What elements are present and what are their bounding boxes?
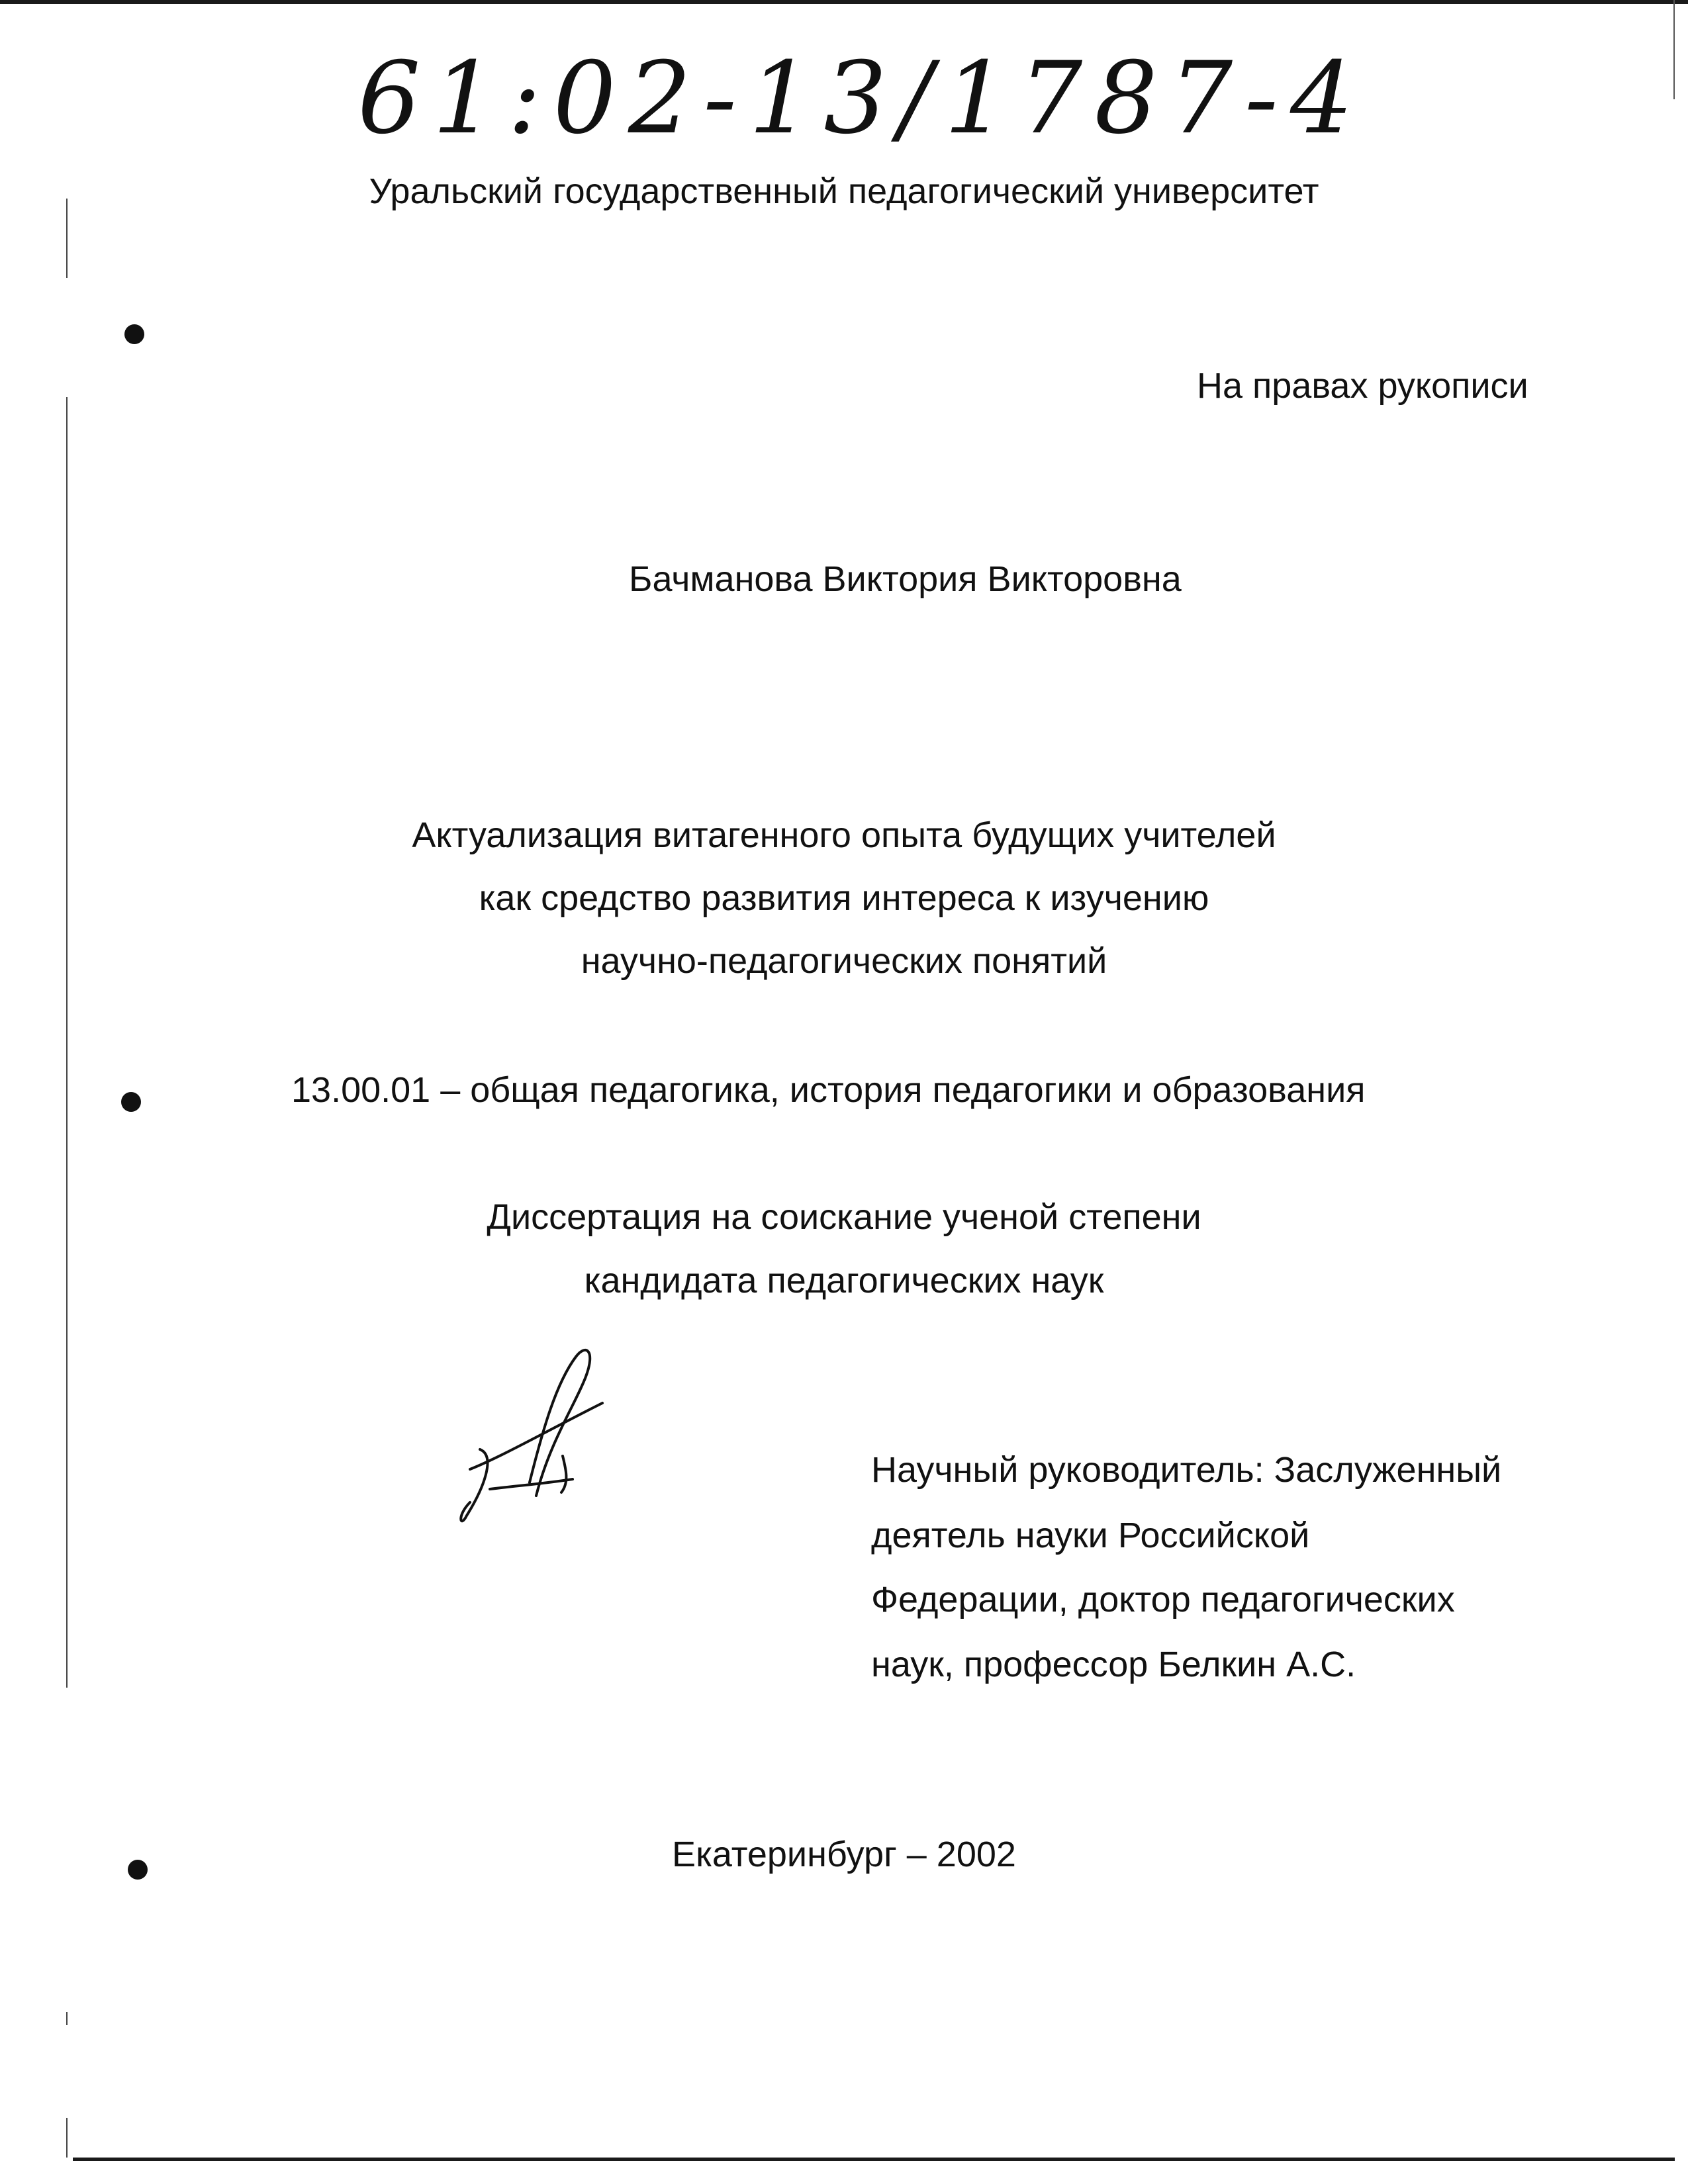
advisor-line: Федерации, доктор педагогических <box>871 1580 1455 1619</box>
margin-line <box>66 397 68 1688</box>
handwritten-archive-code <box>344 26 1403 179</box>
punch-hole-icon <box>121 1092 141 1112</box>
margin-line <box>66 2118 68 2158</box>
title-line: как средство развития интереса к изучению <box>479 878 1209 918</box>
scan-border-top <box>0 0 1688 4</box>
specialty-code: 13.00.01 – общая педагогика, история педагогики и образования <box>291 1070 1366 1110</box>
university-name: Уральский государственный педагогический университет <box>369 171 1319 211</box>
author-name: Бачманова Виктория Викторовна <box>629 559 1182 599</box>
advisor-line: деятель науки Российской <box>871 1516 1310 1555</box>
title-line: Актуализация витагенного опыта будущих учителей <box>412 815 1276 855</box>
advisor-line: Научный руководитель: Заслуженный <box>871 1450 1502 1490</box>
city-year: Екатеринбург – 2002 <box>672 1835 1016 1874</box>
signature-icon <box>444 1330 629 1529</box>
rights-note: На правах рукописи <box>1197 366 1528 406</box>
margin-line <box>66 2012 68 2025</box>
scan-border-bottom <box>73 2158 1675 2161</box>
handwritten-code-text: 61:02-13/1787-4 <box>357 41 1366 156</box>
scan-border-right <box>1673 0 1675 99</box>
title-line: научно-педагогических понятий <box>581 941 1107 981</box>
advisor-line: наук, профессор Белкин А.С. <box>871 1645 1356 1684</box>
degree-line: кандидата педагогических наук <box>584 1261 1104 1300</box>
punch-hole-icon <box>124 324 144 344</box>
degree-line: Диссертация на соискание ученой степени <box>487 1197 1201 1237</box>
margin-line <box>66 199 68 278</box>
